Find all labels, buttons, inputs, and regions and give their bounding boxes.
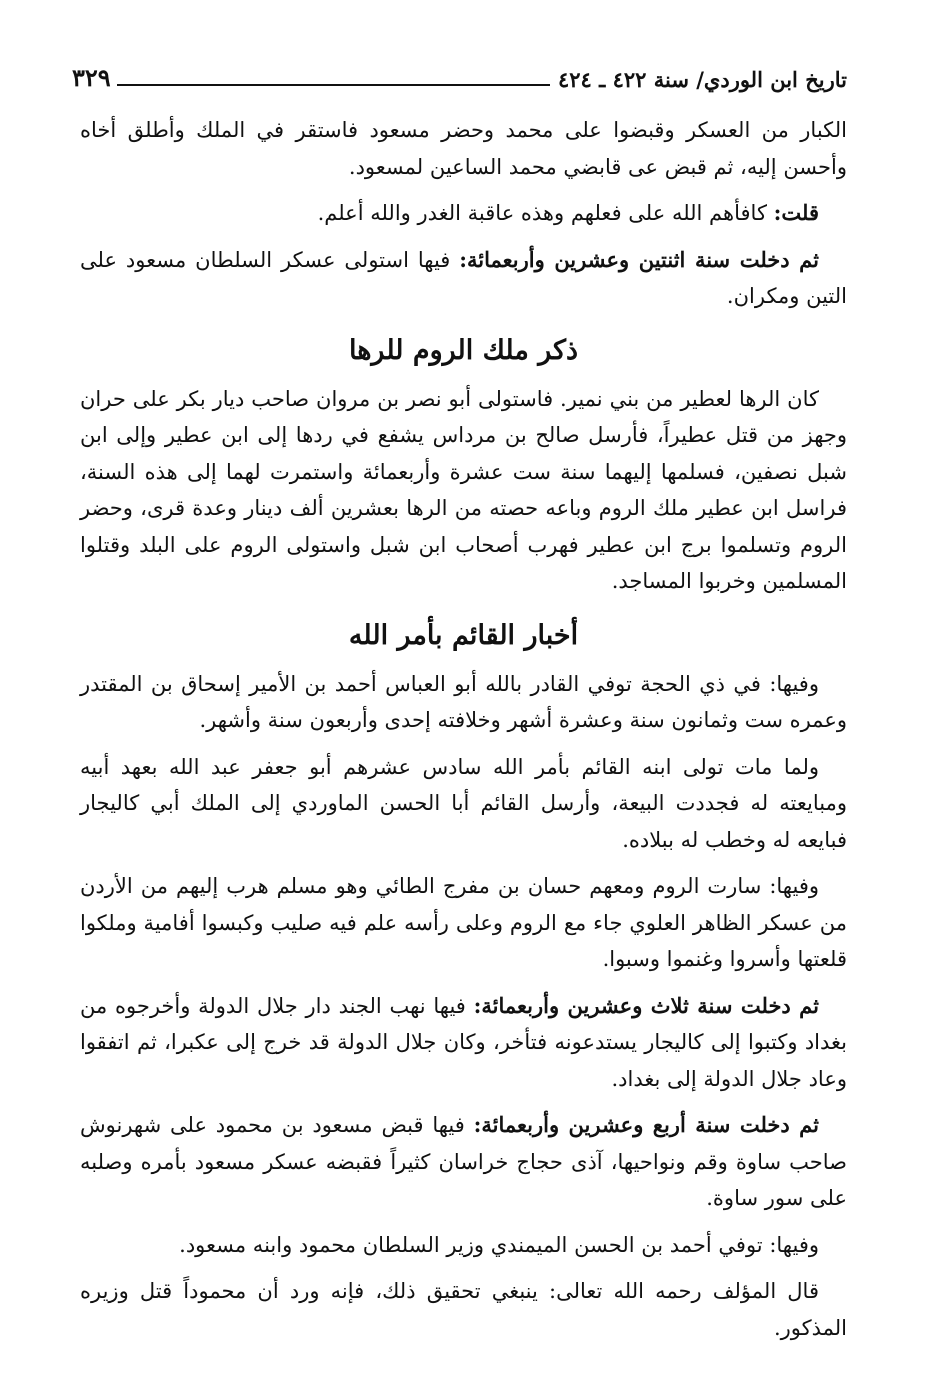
paragraph: وفيها: توفي أحمد بن الحسن الميمندي وزير السلطان محمود وابنه مسعود. [179,1232,819,1257]
paragraph [80,242,847,315]
paragraph: الكبار من العسكر وقبضوا على محمد وحضر مسعود فاستقر في الملك وأطلق أخاه وأحسن إليه، ثم قبض عى قابضي محمد الساعين لمسعود. [80,118,847,179]
paragraph [80,1107,847,1217]
paragraph: ولما مات تولى ابنه القائم بأمر الله سادس عشرهم أبو جعفر عبد الله بعهد أبيه ومبايعته له فجددت البيعة، وأرسل القائم أبا الحسن الماوردي إلى الملك أبي كاليجار فبايعه له وخطب له ببلاده. [80,754,847,852]
paragraph: وفيها: سارت الروم ومعهم حسان بن مفرج الطائي وهو مسلم هرب إليهم من الأردن من عسكر الظاهر العلوي جاء مع الروم وعلى رأسه علم فيه صليب وكبسوا أفامية وملكوا قلعتها وأسروا وغنموا وسبوا. [80,874,847,971]
paragraph-lead: قلت: [773,200,819,225]
main-text [80,112,847,1356]
paragraph-text: فيها قبض مسعود بن محمود على شهرنوش صاحب ساوة وقم ونواحيها، آذى حجاج خراسان كثيراً فقبضه عسكر مسعود بأمره وصلبه على سور ساوة. [80,1113,847,1210]
paragraph [80,988,847,1098]
paragraph-text: فيها استولى عسكر السلطان مسعود على التين ومكران. [80,247,847,308]
page-number: ٣٢٩ [72,63,111,92]
paragraph-lead: ثم دخلت سنة أربع وعشرين وأربعمائة: [473,1112,820,1137]
running-head [72,54,847,90]
paragraph: كان الرها لعطير من بني نمير. فاستولى أبو نصر بن مروان صاحب ديار بكر على حران وجهز من قتل عطيراً، فأرسل صالح بن مرداس يشفع في ردها إلى ابن عطير وإلى ابن شبل نصفين، فسلمها إليهما سنة ست عشرة وأربعمائة واستمرت لهما إلى هذه السنة، فراسل ابن عطير ملك الروم وباعه حصته من الرها بعشرين ألف دينار وعدة قرى، وحضر الروم وتسلموا برج ابن عطير فهرب أصحاب ابن شبل واستولى الروم على البلد وقتلوا المسلمين وخربوا المساجد. [80,386,847,593]
running-head-title: تاريخ ابن الوردي/ سنة ٤٢٢ ـ ٤٢٤ [557,67,847,92]
paragraph-lead: ثم دخلت سنة اثنتين وعشرين وأربعمائة: [459,246,819,272]
paragraph-text: فيها نهب الجند دار جلال الدولة وأخرجوه من بغداد وكتبوا إلى كاليجار يستدعونه فتأخر، وكان جلال الدولة قد خرج إلى عكبرا، ثم اتفقوا وعاد جلال الدولة إلى بغداد. [80,993,847,1091]
section-heading: أخبار القائم بأمر الله [348,619,579,651]
running-head-rule [117,80,550,86]
paragraph-lead: ثم دخلت سنة ثلاث وعشرين وأربعمائة: [473,992,819,1018]
paragraph [80,195,847,232]
paragraph: قال المؤلف رحمه الله تعالى: ينبغي تحقيق ذلك، فإنه ورد أن محموداً قتل وزيره المذكور. [80,1279,847,1340]
paragraph-text: كافأهم الله على فعلهم وهذه عاقبة الغدر والله أعلم. [317,201,774,225]
paragraph: وفيها: في ذي الحجة توفي القادر بالله أبو العباس أحمد بن الأمير إسحاق بن المقتدر وعمره ست وثمانون سنة وعشرة أشهر وخلافته إحدى وأربعون سنة وأشهر. [80,671,847,732]
section-heading: ذكر ملك الروم للرها [348,334,579,366]
